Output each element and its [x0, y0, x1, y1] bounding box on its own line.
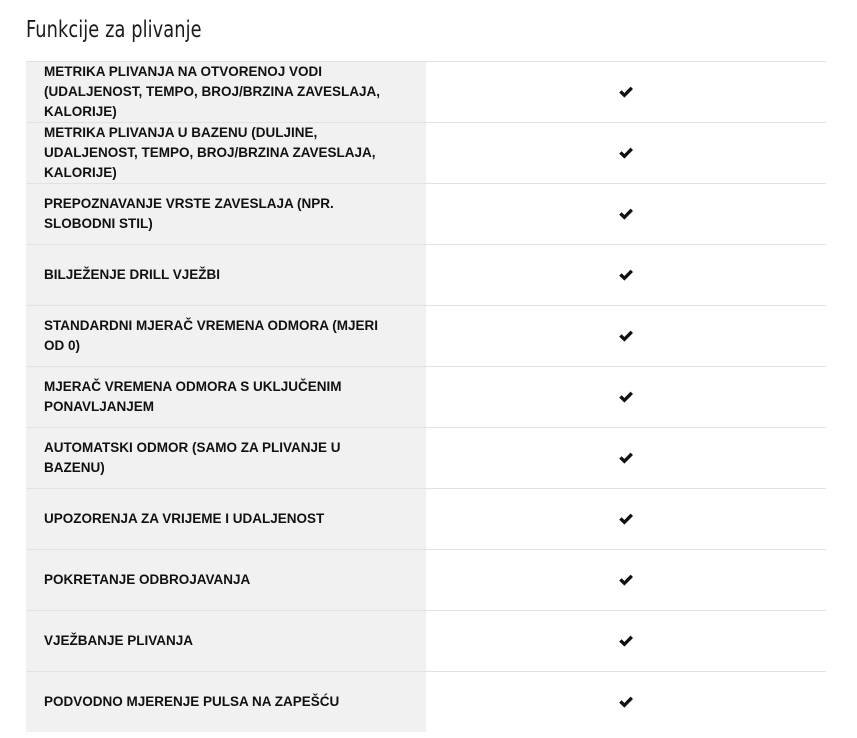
feature-value	[426, 672, 826, 733]
features-table-body	[26, 62, 826, 733]
checkmark-icon	[618, 634, 634, 648]
feature-name: VJEŽBANJE PLIVANJA	[26, 611, 426, 672]
checkmark-icon	[618, 146, 634, 160]
feature-value	[426, 123, 826, 184]
checkmark-icon	[618, 85, 634, 99]
table-row	[26, 550, 826, 611]
table-row	[26, 62, 826, 123]
feature-value	[426, 62, 826, 123]
checkmark-icon	[618, 573, 634, 587]
checkmark-icon	[618, 695, 634, 709]
checkmark-icon	[618, 451, 634, 465]
feature-value	[426, 428, 826, 489]
features-table	[26, 61, 826, 732]
table-row	[26, 306, 826, 367]
checkmark-icon	[618, 512, 634, 526]
table-row	[26, 428, 826, 489]
feature-name: BILJEŽENJE DRILL VJEŽBI	[26, 245, 426, 306]
feature-name: UPOZORENJA ZA VRIJEME I UDALJENOST	[26, 489, 426, 550]
feature-name: AUTOMATSKI ODMOR (SAMO ZA PLIVANJE U BAZENU)	[26, 428, 426, 489]
table-row	[26, 123, 826, 184]
feature-value	[426, 184, 826, 245]
feature-name: METRIKA PLIVANJA NA OTVORENOJ VODI (UDALJENOST, TEMPO, BROJ/BRZINA ZAVESLAJA, KALORIJE)	[26, 62, 426, 123]
table-row	[26, 245, 826, 306]
feature-name: POKRETANJE ODBROJAVANJA	[26, 550, 426, 611]
feature-value	[426, 611, 826, 672]
feature-name: STANDARDNI MJERAČ VREMENA ODMORA (MJERI OD 0)	[26, 306, 426, 367]
feature-name: METRIKA PLIVANJA U BAZENU (DULJINE, UDALJENOST, TEMPO, BROJ/BRZINA ZAVESLAJA, KALORIJE)	[26, 123, 426, 184]
feature-name: MJERAČ VREMENA ODMORA S UKLJUČENIM PONAVLJANJEM	[26, 367, 426, 428]
checkmark-icon	[618, 390, 634, 404]
table-row	[26, 367, 826, 428]
table-row	[26, 611, 826, 672]
checkmark-icon	[618, 268, 634, 282]
feature-name: PODVODNO MJERENJE PULSA NA ZAPEŠĆU	[26, 672, 426, 733]
checkmark-icon	[618, 207, 634, 221]
feature-name: PREPOZNAVANJE VRSTE ZAVESLAJA (NPR. SLOBODNI STIL)	[26, 184, 426, 245]
feature-value	[426, 489, 826, 550]
table-row	[26, 672, 826, 733]
section-title: Funkcije za plivanje	[26, 17, 202, 43]
feature-value	[426, 550, 826, 611]
table-row	[26, 489, 826, 550]
feature-value	[426, 245, 826, 306]
checkmark-icon	[618, 329, 634, 343]
feature-value	[426, 367, 826, 428]
feature-value	[426, 306, 826, 367]
table-row	[26, 184, 826, 245]
